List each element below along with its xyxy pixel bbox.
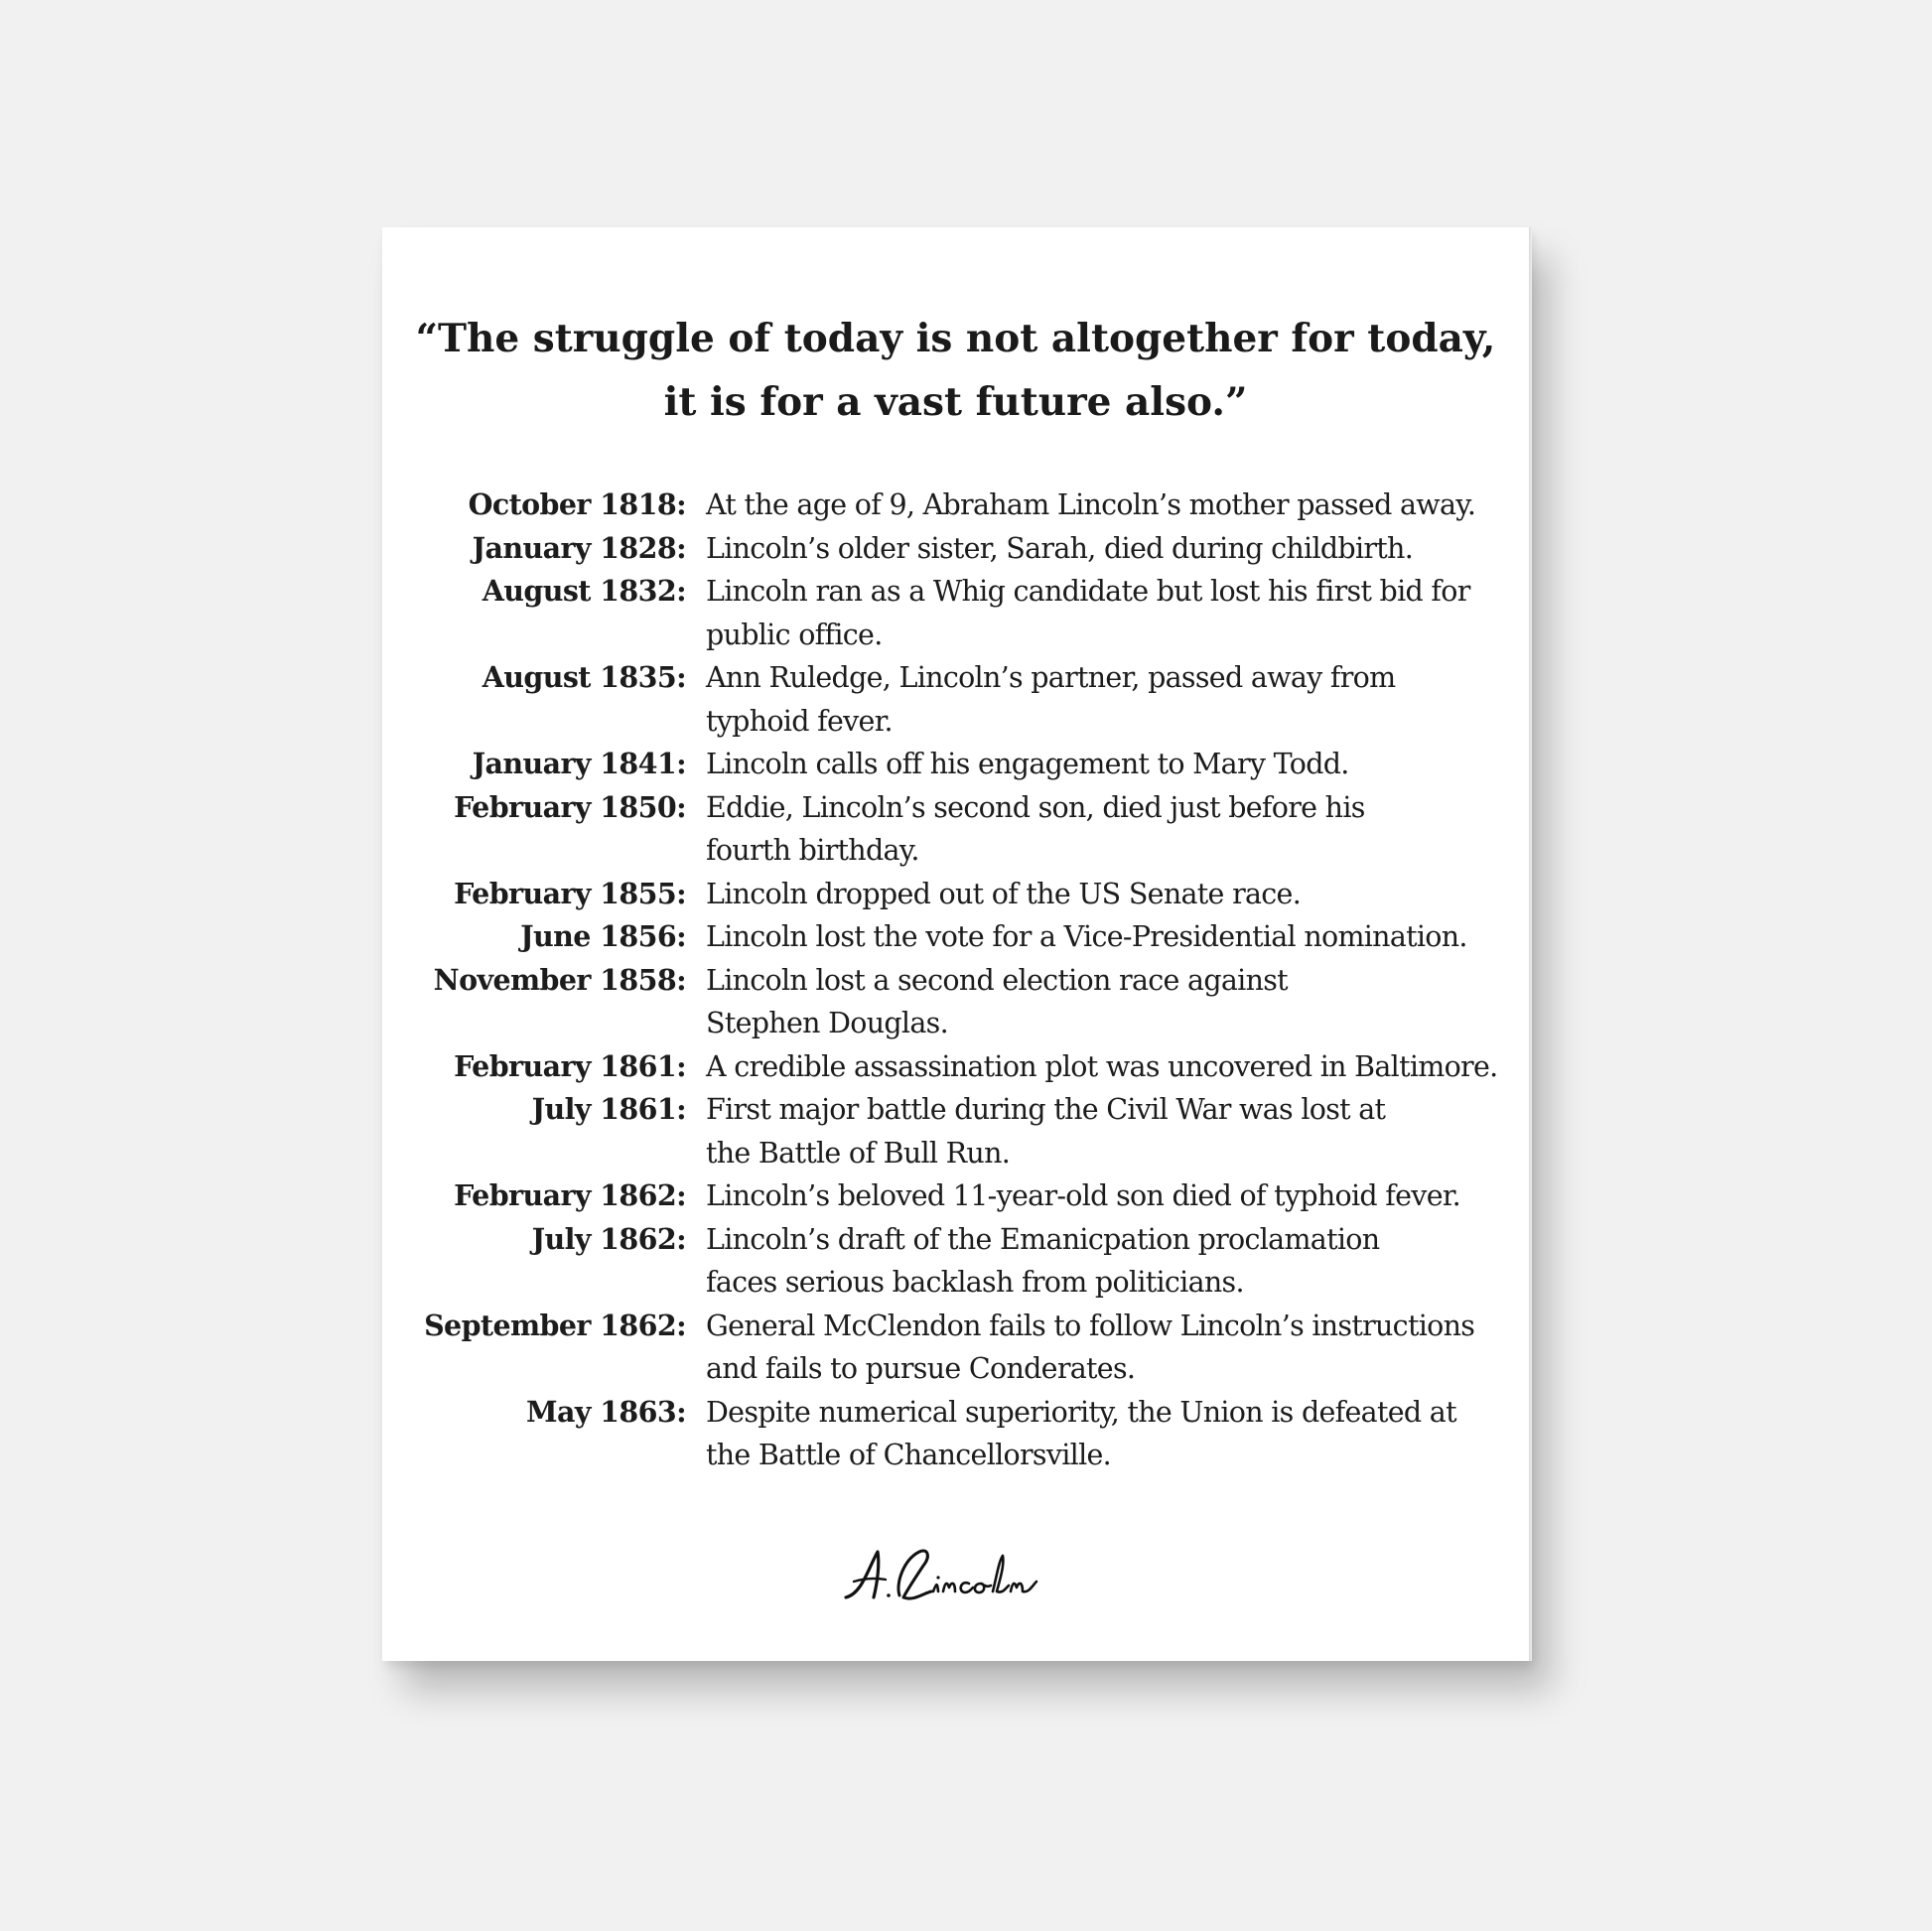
timeline-date: June 1856: <box>520 919 686 953</box>
timeline-event <box>706 873 1301 916</box>
timeline-event-line: First major battle during the Civil War was lost at <box>706 1093 1386 1126</box>
timeline-entry <box>382 527 1529 571</box>
timeline-date: February 1861: <box>454 1048 686 1083</box>
timeline-entry <box>382 1305 1529 1391</box>
timeline-event <box>706 1218 1379 1305</box>
quote-line: it is for a vast future also.” <box>663 379 1248 425</box>
timeline-entry <box>382 483 1529 527</box>
timeline-event-line: fourth birthday. <box>706 834 919 867</box>
canvas-print <box>382 227 1529 1661</box>
timeline-entry <box>382 959 1529 1045</box>
timeline-event <box>706 1045 1498 1089</box>
timeline-date: July 1862: <box>531 1221 686 1256</box>
timeline-list <box>382 483 1529 1477</box>
timeline-entry <box>382 915 1529 959</box>
timeline-event-line: At the age of 9, Abraham Lincoln’s mother passed away. <box>706 488 1476 521</box>
timeline-event <box>706 915 1467 959</box>
timeline-date: August 1835: <box>482 660 686 694</box>
timeline-event <box>706 786 1365 873</box>
timeline-event-line: General McClendon fails to follow Lincoln’s instructions <box>706 1309 1475 1342</box>
timeline-event <box>706 483 1475 527</box>
timeline-event-line: typhoid fever. <box>706 704 893 738</box>
timeline-entry <box>382 786 1529 873</box>
signature-image <box>834 1536 1072 1615</box>
timeline-event-line: faces serious backlash from politicians. <box>706 1266 1244 1299</box>
timeline-event-line: Lincoln lost the vote for a Vice-Presidential nomination. <box>706 920 1467 953</box>
timeline-event-line: Lincoln’s beloved 11-year-old son died of typhoid fever. <box>706 1179 1461 1212</box>
timeline-event-line: Lincoln’s draft of the Emanicpation proclamation <box>706 1222 1380 1256</box>
timeline-event <box>706 959 1288 1045</box>
timeline-event-line: Lincoln calls off his engagement to Mary Todd. <box>706 748 1349 780</box>
timeline-event <box>706 1305 1474 1391</box>
timeline-entry <box>382 656 1529 743</box>
timeline-entry <box>382 1045 1529 1089</box>
timeline-entry <box>382 743 1529 786</box>
timeline-event-line: Eddie, Lincoln’s second son, died just before his <box>706 790 1365 824</box>
timeline-event-line: public office. <box>706 618 883 651</box>
timeline-event <box>706 1391 1456 1477</box>
timeline-event-line: Ann Ruledge, Lincoln’s partner, passed away from <box>706 661 1396 694</box>
timeline-event-line: Lincoln lost a second election race against <box>706 963 1288 997</box>
timeline-entry <box>382 1218 1529 1305</box>
timeline-event <box>706 1174 1460 1218</box>
timeline-event-line: Stephen Douglas. <box>706 1007 948 1039</box>
timeline-date: February 1850: <box>454 789 686 824</box>
timeline-date: February 1862: <box>454 1178 686 1212</box>
timeline-entry <box>382 1391 1529 1477</box>
timeline-date: November 1858: <box>433 962 686 997</box>
timeline-event-line: Lincoln’s older sister, Sarah, died during childbirth. <box>706 531 1414 565</box>
quote-line: “The struggle of today is not altogether for today, <box>415 316 1496 361</box>
timeline-entry <box>382 1088 1529 1174</box>
timeline-date: January 1841: <box>472 747 686 780</box>
timeline-event <box>706 1088 1385 1174</box>
quote <box>382 307 1529 434</box>
timeline-date: October 1818: <box>468 487 686 521</box>
timeline-date: September 1862: <box>424 1308 686 1342</box>
timeline-event <box>706 743 1349 786</box>
canvas-edge <box>1529 227 1532 1661</box>
timeline-event <box>706 570 1470 656</box>
timeline-event-line: A credible assassination plot was uncovered in Baltimore. <box>706 1049 1498 1083</box>
timeline-entry <box>382 570 1529 656</box>
timeline-event <box>706 527 1413 571</box>
timeline-entry <box>382 1174 1529 1218</box>
timeline-event-line: Lincoln dropped out of the US Senate race. <box>706 877 1302 910</box>
timeline-date: February 1855: <box>454 876 686 910</box>
timeline-event-line: the Battle of Bull Run. <box>706 1136 1011 1170</box>
timeline-event-line: the Battle of Chancellorsville. <box>706 1439 1112 1471</box>
timeline-date: July 1861: <box>531 1092 686 1126</box>
timeline-date: January 1828: <box>472 530 686 565</box>
timeline-entry <box>382 873 1529 916</box>
timeline-event-line: Despite numerical superiority, the Union is defeated at <box>706 1395 1456 1429</box>
timeline-event-line: and fails to pursue Conderates. <box>706 1352 1136 1385</box>
timeline-event <box>706 656 1395 743</box>
timeline-date: August 1832: <box>482 574 686 608</box>
timeline-date: May 1863: <box>526 1394 686 1429</box>
timeline-event-line: Lincoln ran as a Whig candidate but lost his first bid for <box>706 575 1470 608</box>
